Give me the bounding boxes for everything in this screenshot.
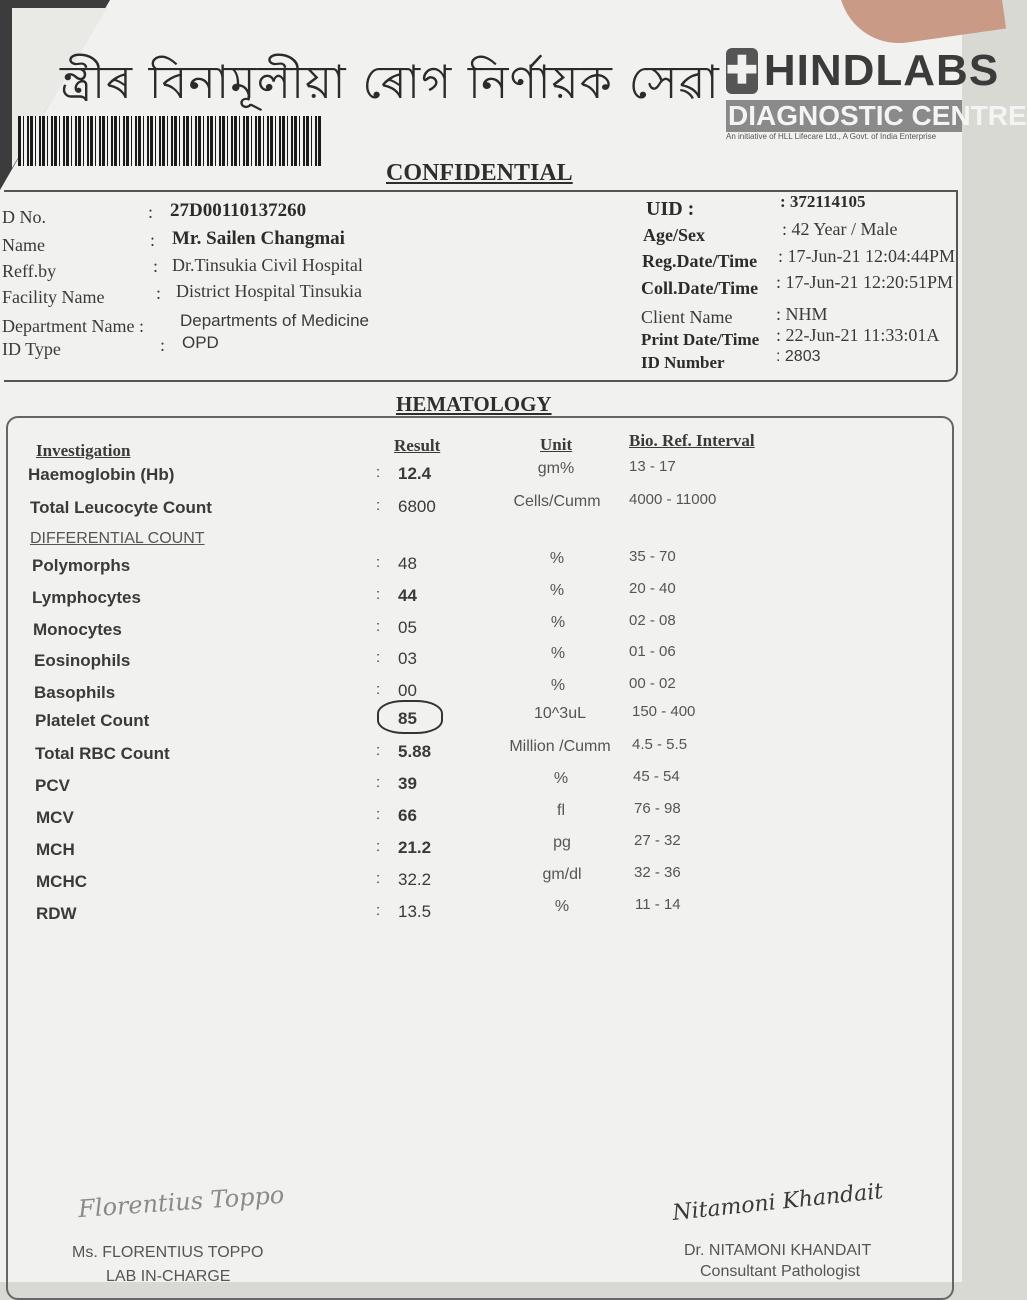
row-investigation: Eosinophils bbox=[34, 651, 131, 670]
row-colon: : bbox=[376, 742, 381, 759]
row-result: 39 bbox=[398, 774, 417, 793]
row-ref-interval: 27 - 32 bbox=[634, 832, 681, 849]
row-unit: Cells/Cumm bbox=[513, 493, 601, 510]
row-colon: : bbox=[376, 902, 381, 919]
row-ref-interval: 35 - 70 bbox=[629, 548, 676, 565]
print-value: : 22-Jun-21 11:33:01A bbox=[776, 325, 940, 345]
idnum-label: ID Number bbox=[641, 353, 725, 372]
table-row bbox=[0, 491, 962, 525]
header-investigation: Investigation bbox=[36, 441, 131, 460]
table-row bbox=[0, 548, 962, 582]
row-unit: % bbox=[553, 770, 569, 787]
lab-incharge-name: Ms. FLORENTIUS TOPPO bbox=[72, 1244, 264, 1261]
table-row bbox=[0, 832, 962, 866]
row-ref-interval: 150 - 400 bbox=[632, 703, 696, 720]
reg-value: : 17-Jun-21 12:04:44PM bbox=[778, 246, 956, 266]
table-row bbox=[0, 643, 962, 677]
header-title: ন্ত্ৰীৰ বিনামূলীয়া ৰোগ নিৰ্ণায়ক সেৱা bbox=[60, 55, 720, 109]
row-investigation: Lymphocytes bbox=[32, 588, 141, 607]
table-row bbox=[0, 800, 962, 834]
row-result: 21.2 bbox=[398, 838, 432, 857]
table-row bbox=[0, 675, 962, 709]
row-result: 5.88 bbox=[398, 742, 432, 761]
hindlabs-logo bbox=[726, 46, 1027, 144]
row-ref-interval: 76 - 98 bbox=[634, 800, 681, 817]
logo-tagline: An initiative of HLL Lifecare Ltd., A Govt. of India Enterprise bbox=[726, 132, 937, 141]
header-result: Result bbox=[394, 436, 441, 455]
agesex-value: : 42 Year / Male bbox=[782, 219, 898, 239]
row-ref-interval: 45 - 54 bbox=[633, 768, 680, 785]
name-value: Mr. Sailen Changmai bbox=[172, 228, 345, 249]
row-investigation: MCV bbox=[36, 808, 74, 827]
reff-label: Reff.by bbox=[2, 261, 57, 281]
row-colon: : bbox=[376, 586, 381, 603]
row-unit: % bbox=[554, 898, 570, 915]
row-investigation: Basophils bbox=[34, 683, 116, 702]
row-ref-interval: 4000 - 11000 bbox=[629, 491, 717, 508]
row-investigation: Total Leucocyte Count bbox=[30, 498, 212, 517]
idtype-label: ID Type bbox=[2, 339, 61, 359]
row-unit: % bbox=[550, 645, 566, 662]
idnum-value: : 2803 bbox=[776, 348, 821, 365]
row-result: 32.2 bbox=[398, 870, 432, 889]
pathologist-name: Dr. NITAMONI KHANDAIT bbox=[684, 1242, 872, 1259]
reg-label: Reg.Date/Time bbox=[642, 251, 758, 271]
row-unit: % bbox=[549, 550, 565, 567]
print-label: Print Date/Time bbox=[641, 330, 760, 349]
row-colon: : bbox=[376, 497, 381, 514]
header-unit: Unit bbox=[540, 435, 573, 454]
confidential-heading: CONFIDENTIAL bbox=[386, 160, 573, 186]
row-result: 44 bbox=[398, 586, 417, 605]
uid-value: : 372114105 bbox=[780, 192, 866, 211]
dept-label: Department Name : bbox=[2, 316, 144, 336]
table-row bbox=[0, 612, 962, 646]
row-investigation: Polymorphs bbox=[32, 556, 131, 575]
table-row bbox=[0, 703, 962, 737]
id-label: D No. bbox=[2, 207, 46, 227]
lab-incharge-signature: Florentius Toppo bbox=[77, 1180, 286, 1224]
row-ref-interval: 01 - 06 bbox=[629, 643, 676, 660]
table-row bbox=[0, 864, 962, 898]
table-row bbox=[0, 736, 962, 770]
row-ref-interval: 20 - 40 bbox=[629, 580, 676, 597]
table-row bbox=[0, 458, 962, 492]
coll-value: : 17-Jun-21 12:20:51PM bbox=[776, 272, 954, 292]
platelet-circle-mark bbox=[377, 700, 443, 734]
row-investigation: Haemoglobin (Hb) bbox=[28, 465, 175, 484]
pathologist-signature: Nitamoni Khandait bbox=[671, 1179, 885, 1226]
section-title: HEMATOLOGY bbox=[396, 392, 552, 416]
row-colon: : bbox=[376, 774, 381, 791]
row-colon: : bbox=[376, 870, 381, 887]
row-colon: : bbox=[376, 649, 381, 666]
idtype-value: OPD bbox=[182, 333, 219, 352]
row-result: 6800 bbox=[398, 497, 436, 516]
logo-cross-icon: ✚ bbox=[726, 50, 758, 92]
row-colon: : bbox=[376, 838, 381, 855]
row-investigation: Total RBC Count bbox=[35, 744, 170, 763]
row-unit: % bbox=[549, 582, 565, 599]
row-unit: Million /Cumm bbox=[509, 738, 611, 755]
facility-value: District Hospital Tinsukia bbox=[176, 281, 363, 301]
row-unit: gm/dl bbox=[542, 866, 582, 883]
logo-subtitle: DIAGNOSTIC CENTRE bbox=[728, 100, 1027, 131]
row-investigation: RDW bbox=[36, 904, 77, 923]
row-unit: 10^3uL bbox=[534, 705, 586, 722]
row-colon: : bbox=[376, 806, 381, 823]
thumb bbox=[838, 0, 1006, 51]
row-result: 13.5 bbox=[398, 902, 432, 921]
dept-value: Departments of Medicine bbox=[180, 311, 369, 330]
row-unit: pg bbox=[553, 834, 571, 851]
row-unit: % bbox=[550, 614, 566, 631]
row-investigation: Monocytes bbox=[33, 620, 122, 639]
barcode bbox=[18, 116, 322, 166]
row-colon: : bbox=[376, 464, 381, 481]
report-paper: ন্ত্ৰীৰ বিনামূলীয়া ৰোগ নিৰ্ণায়ক সেৱা ✚ HINDLABS DIAGNOSTIC CENTRE An initiative of HLL Lifecare Ltd., A Govt. of India Enterprise CONFIDENTIAL D No. : 27D00110137260 Name : Mr. Sailen Changmai Reff.by : Dr.Tinsukia Civil Hospital Facility Name : District Hospital Tinsukia Department Name : Departments of Medicine ID Type : OPD UID : : 372114105 Age/Sex : 42 Year / Male Reg.Date/Time : 17-Jun-21 12:04:44PM Coll.Date/Time : 17-Jun-21 12:20:51PM Client Name : NHM Print Date/Time : 22-Jun-21 11:33:01A ID Number : 2803 HEMATOLOGY Investigation Result Unit Bio. Ref. Interval DIFFERENTIAL COUNT Haemoglobin (Hb) : 12.4 gm% 13 - 17 Total Leucocyte Count : 6800 Cells/Cumm 4000 - 11000 Polymorphs : 48 % 35 - 70 Lymphocytes : 44 % 20 - 40 Monocytes : 05 % 02 - 08 Eosinophils : 03 % 01 - 06 Basophils : 00 % 00 - 02 Platelet Count : 85 10^3uL 150 - 400 Total RBC Count : 5.88 Million /Cumm 4.5 - 5.5 PCV : 39 % 45 - 54 MCV : 66 fl 76 - 98 MCH : 21.2 pg 27 - 32 MCHC : 32.2 gm/dl 32 - 36 RDW : 13.5 % 11 - 14 Florentius Toppo Ms. FLORENTIUS TOPPO LAB IN-CHARGE Nitamoni Khandait Dr. NITAMONI KHANDAIT Consultant Pathologist bbox=[0, 0, 962, 1282]
row-ref-interval: 11 - 14 bbox=[635, 896, 681, 913]
pathologist-title: Consultant Pathologist bbox=[700, 1263, 861, 1280]
row-ref-interval: 32 - 36 bbox=[634, 864, 681, 881]
name-label: Name bbox=[2, 235, 45, 255]
row-investigation: MCH bbox=[36, 840, 75, 859]
row-ref-interval: 4.5 - 5.5 bbox=[632, 736, 688, 753]
row-unit: gm% bbox=[537, 460, 575, 477]
client-label: Client Name bbox=[641, 307, 733, 327]
row-investigation: MCHC bbox=[36, 872, 87, 891]
table-row bbox=[0, 768, 962, 802]
row-ref-interval: 00 - 02 bbox=[629, 675, 676, 692]
row-colon: : bbox=[376, 618, 381, 635]
row-result: 00 bbox=[398, 681, 417, 700]
uid-label: UID : bbox=[646, 198, 695, 220]
id-value: 27D00110137260 bbox=[170, 200, 307, 221]
row-result: 85 bbox=[398, 709, 417, 728]
header-ref-interval: Bio. Ref. Interval bbox=[629, 431, 755, 450]
client-value: : NHM bbox=[776, 304, 828, 324]
agesex-label: Age/Sex bbox=[643, 225, 705, 245]
row-colon: : bbox=[376, 709, 381, 726]
row-unit: % bbox=[550, 677, 566, 694]
row-investigation: Platelet Count bbox=[35, 711, 150, 730]
row-result: 03 bbox=[398, 649, 417, 668]
facility-label: Facility Name bbox=[2, 287, 105, 307]
row-colon: : bbox=[376, 681, 381, 698]
lab-incharge-title: LAB IN-CHARGE bbox=[106, 1268, 231, 1285]
row-colon: : bbox=[376, 554, 381, 571]
row-unit: fl bbox=[557, 802, 565, 819]
reff-value: Dr.Tinsukia Civil Hospital bbox=[172, 255, 363, 275]
row-result: 12.4 bbox=[398, 464, 432, 483]
row-ref-interval: 13 - 17 bbox=[629, 458, 676, 475]
table-row bbox=[0, 896, 962, 930]
differential-count-label: DIFFERENTIAL COUNT bbox=[30, 530, 205, 547]
row-result: 05 bbox=[398, 618, 417, 637]
coll-label: Coll.Date/Time bbox=[641, 278, 759, 298]
row-result: 66 bbox=[398, 806, 417, 825]
logo-name: HINDLABS bbox=[763, 46, 1000, 95]
row-investigation: PCV bbox=[35, 776, 70, 795]
row-ref-interval: 02 - 08 bbox=[629, 612, 676, 629]
table-row bbox=[0, 580, 962, 614]
row-result: 48 bbox=[398, 554, 417, 573]
